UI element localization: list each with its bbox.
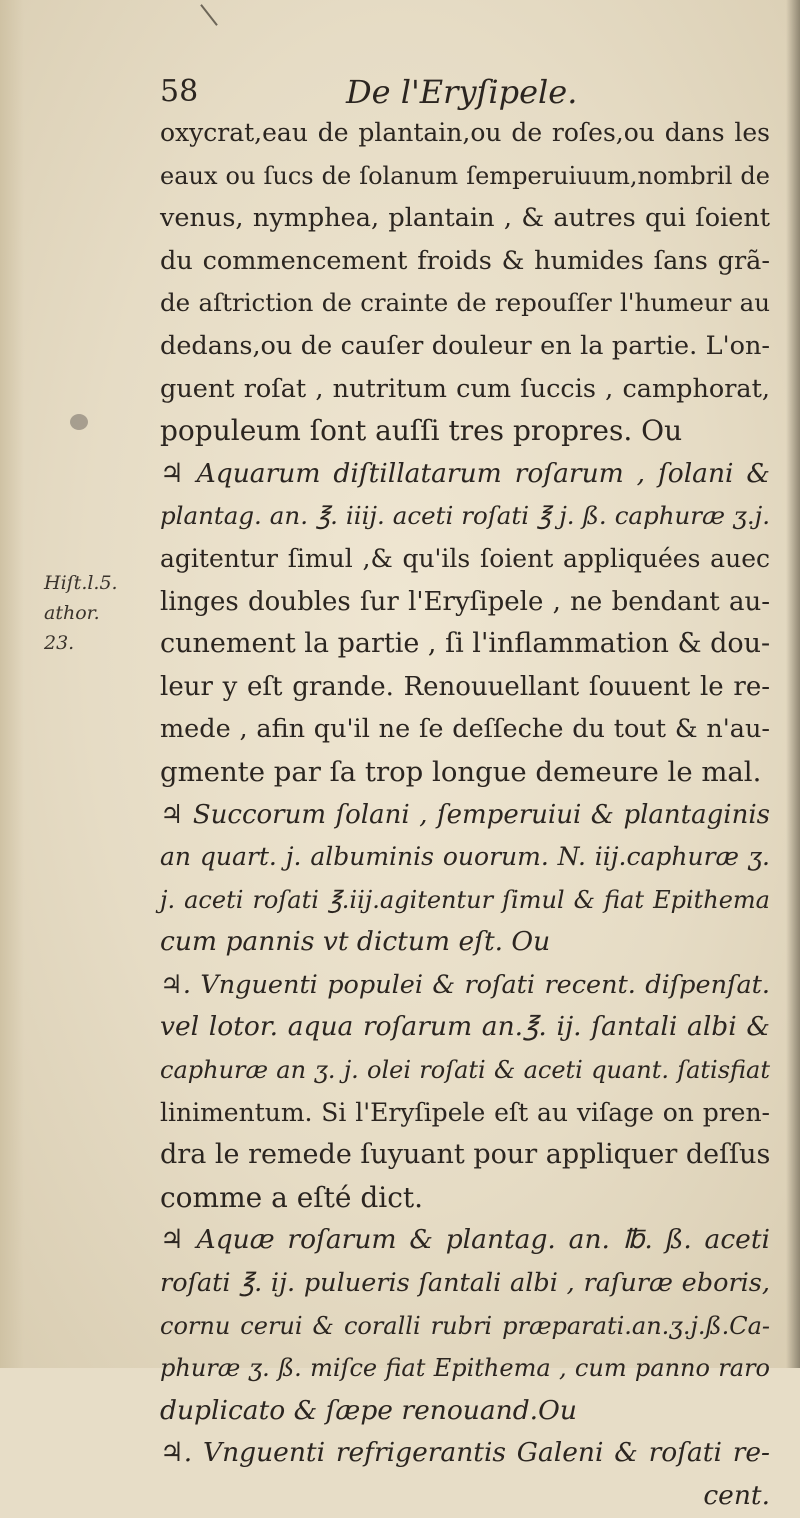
recipe-line: caphuræ an ʒ. j. olei roſati & aceti quant. ſatisfiat bbox=[160, 1056, 770, 1085]
text-line: linimentum. Si l'Eryſipele eſt au viſage on pren- bbox=[160, 1097, 770, 1127]
ink-mark bbox=[200, 4, 218, 26]
text-line: de aſtriction de crainte de repouſſer l'humeur au bbox=[160, 288, 770, 318]
recipe-line: vel lotor. aqua roſarum an.℥. ij. ſantali albi & bbox=[160, 1011, 770, 1043]
recipe-line: ♃ Aquæ roſarum & plantag. an. ℔. ß. aceti bbox=[160, 1224, 770, 1256]
text-line: gmente par ſa trop longue demeure le mal. bbox=[160, 755, 762, 788]
recipe-line: j. aceti roſati ℥.iij.agitentur ſimul & fiat Epithema bbox=[160, 885, 770, 914]
text-line: venus, nymphea, plantain , & autres qui ſoient bbox=[160, 203, 770, 234]
recipe-line: cum pannis vt dictum eſt. Ou bbox=[160, 926, 551, 958]
page-header bbox=[160, 72, 780, 116]
text-line: dedans,ou de cauſer douleur en la partie. L'on- bbox=[160, 330, 770, 361]
text-line: agitentur ſimul ,& qu'ils ſoient appliquées auec bbox=[160, 543, 770, 573]
margin-note bbox=[44, 568, 144, 658]
running-title: De l'Eryſipele. bbox=[346, 73, 578, 111]
catchword: cent. bbox=[703, 1480, 770, 1511]
recipe-line: ♃ Succorum ſolani , ſemperuiui & plantaginis bbox=[160, 799, 770, 830]
margin-note-line: Hiſt.l.5. bbox=[44, 572, 118, 594]
recipe-line: an quart. j. albuminis ouorum. N. iij.caphuræ ʒ. bbox=[160, 842, 770, 872]
text-line: mede , afin qu'il ne ſe deſſeche du tout & n'au- bbox=[160, 714, 770, 745]
text-line: cunement la partie , ſi l'inflammation & dou- bbox=[160, 628, 771, 660]
text-line: guent roſat , nutritum cum ſuccis , camphorat, bbox=[160, 373, 770, 404]
recipe-line: roſati ℥. ij. pulueris ſantali albi , raſuræ eboris, bbox=[160, 1268, 770, 1299]
page-number: 58 bbox=[160, 74, 199, 109]
text-line: du commencement froids & humides ſans grã- bbox=[160, 245, 770, 276]
text-line: linges doubles ſur l'Eryſipele , ne bendant au- bbox=[160, 586, 770, 617]
body-text bbox=[160, 112, 770, 1518]
page-right-shadow bbox=[786, 0, 800, 1368]
ink-smudge bbox=[70, 414, 88, 430]
recipe-line: ♃. Vnguenti refrigerantis Galeni & roſati re- bbox=[160, 1437, 770, 1469]
page-left-shadow bbox=[0, 0, 24, 1368]
text-line: oxycrat,eau de plantain,ou de roſes,ou dans les bbox=[160, 118, 770, 147]
text-line: dra le remede ſuyuant pour appliquer deſſus bbox=[160, 1139, 771, 1171]
text-line: populeum ſont auſſi tres propres. Ou bbox=[160, 414, 683, 448]
recipe-line: cornu cerui & coralli rubri præparati.an.ʒ.j.ß.Ca- bbox=[160, 1311, 770, 1340]
text-line: comme a eſté dict. bbox=[160, 1180, 424, 1214]
recipe-line: duplicato & ſæpe renouand.Ou bbox=[160, 1394, 577, 1426]
margin-note-line: 23. bbox=[44, 632, 75, 654]
recipe-line: phuræ ʒ. ß. miſce fiat Epithema , cum panno raro bbox=[160, 1354, 770, 1383]
text-line: leur y eſt grande. Renouuellant ſouuent le re- bbox=[160, 671, 770, 702]
text-line: eaux ou ſucs de ſolanum ſemperuiuum,nombril de bbox=[160, 161, 770, 190]
recipe-line: ♃. Vnguenti populei & roſati recent. diſpenſat. bbox=[160, 969, 770, 1000]
margin-note-line: athor. bbox=[44, 602, 100, 624]
recipe-line: ♃ Aquarum diſtillatarum roſarum , ſolani & bbox=[160, 457, 770, 489]
recipe-line: plantag. an. ℥. iiij. aceti roſati ℥ j. ß. caphuræ ʒ.j. bbox=[160, 501, 770, 531]
